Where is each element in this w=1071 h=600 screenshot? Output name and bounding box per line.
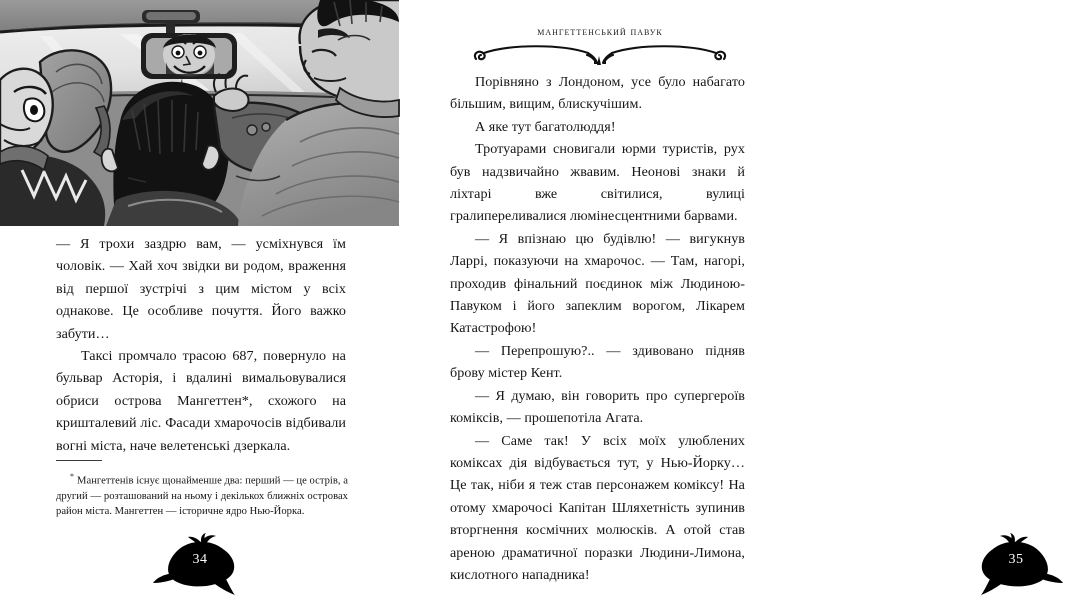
footnote [56, 460, 348, 519]
footnote-text [56, 469, 348, 519]
paragraph: Тротуарами сновигали юрми туристів, рух був надзвичайно жвавим. Неонові знаки й ліхтарі вже світилися, вулиці гралипереливалися люмінесцентними барвами. [450, 141, 745, 225]
paragraph: А яке тут багатолюддя! [475, 118, 616, 135]
folio-right [953, 533, 1063, 595]
paragraph: — Саме так! У всіх моїх улюблених коміксах дія відбувається тут, у Нью-Йорку… Це так, ніби я теж став персонажем коміксу! На отому хмарочосі Капітан Шляхетність зупинив вторгнення космічних молюсків. А отой став ареною драматичної поразки Людини-Лимона, кислотного нападника! [450, 432, 745, 583]
paragraph: — Я впізнаю цю будівлю! — вигукнув Ларрі, показуючи на хмарочос. — Там, нагорі, проходив фінальний поєдинок між Людиною-Павуком і його запеклим ворогом, Лікарем Катастрофою! [450, 230, 745, 337]
paragraph: — Я трохи заздрю вам, — усміхнувся їм чоловік. — Хай хоч звідки ви родом, враження від першої зустрічі з цим містом у всіх однакове. Це особливе почуття. Його важко забути… [56, 236, 346, 342]
running-head: мангеттенський павук [537, 26, 663, 38]
paragraph: Порівняно з Лондоном, усе було набагато більшим, вищим, блискучішим. [450, 74, 745, 113]
right-page [400, 0, 1024, 600]
taxi-interior-illustration [0, 0, 399, 226]
footnote-body: Мангеттенів існує щонайменше два: перший — це острів, а другий — розташований на ньому і декількох ближніх островах район міста. Мангеттен — історичне ядро Нью-Йорка. [56, 475, 348, 518]
paragraph: — Я думаю, він говорить про супергероїв коміксів, — прошепотіла Агата. [450, 387, 745, 427]
folio-left [153, 533, 263, 595]
right-page-body [450, 71, 745, 586]
paragraph: Таксі промчало трасою 687, повернуло на бульвар Асторія, і вдалині вимальовувалися обриси острова Мангеттен*, схожого на кришталевий ліс. Фасади хмарочосів відбивали вогні міста, наче велетенські дзеркала. [56, 348, 346, 454]
paragraph: — Перепрошую?.. — здивовано підняв брову містер Кент. [450, 342, 745, 382]
page-number: 34 [192, 552, 208, 567]
left-page [0, 0, 400, 600]
left-page-body [56, 233, 346, 457]
flourish-divider-icon [470, 43, 730, 65]
page-number: 35 [1008, 552, 1024, 567]
footnote-separator-rule [56, 460, 102, 461]
footnote-marker: * [70, 472, 75, 481]
